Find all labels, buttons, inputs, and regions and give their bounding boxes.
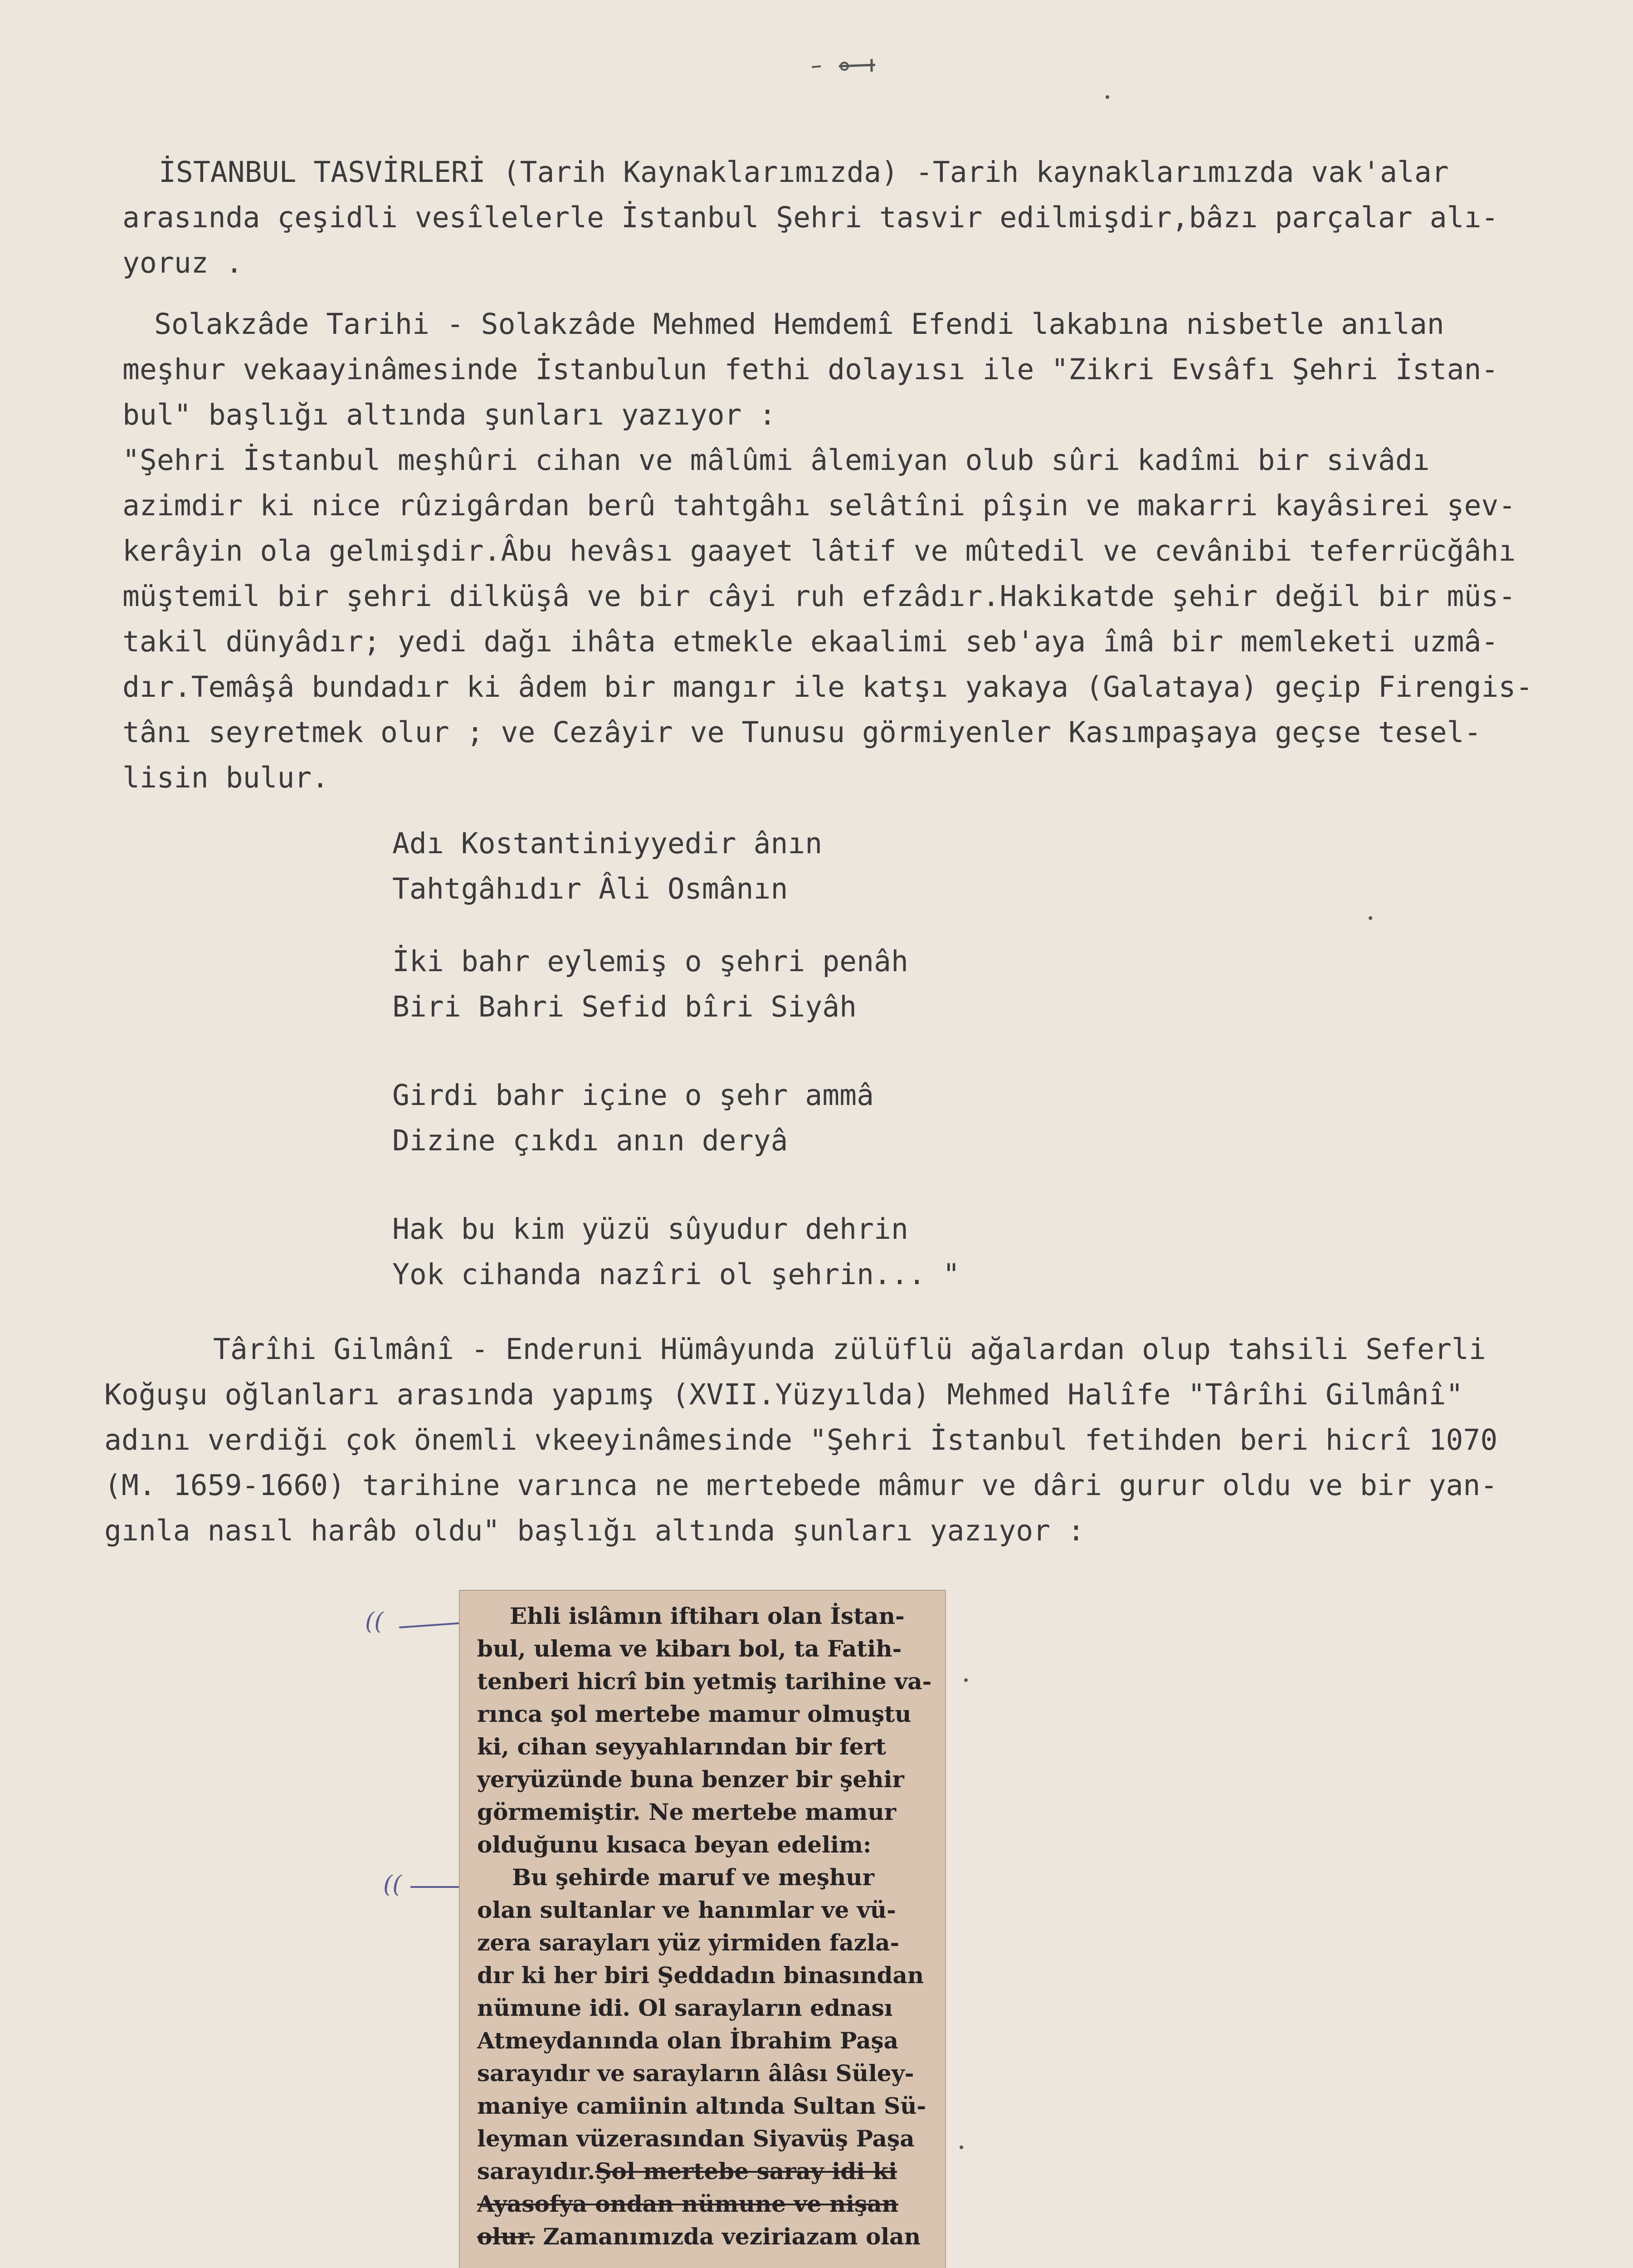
verse-line-2: Tahtgâhıdır Âli Osmânın [392,872,788,905]
speck [1106,95,1109,99]
verse-line-8: Yok cihanda nazîri ol şehrin... " [392,1258,960,1291]
verse-line-7: Hak bu kim yüzü sûyudur dehrin [392,1212,908,1246]
clipping-line-3: tenberi hicrî bin yetmiş tarihine va- [477,1668,932,1695]
gilmani-line-4: (M. 1659-1660) tarihine varınca ne mertebede mâmur ve dâri gurur oldu ve bir yan- [104,1469,1498,1502]
speck [964,1678,968,1682]
clipping-line-13: nümune idi. Ol sarayların ednası [477,1994,893,2021]
clipping-line-15: sarayıdır ve sarayların âlâsı Süley- [477,2060,914,2087]
solakzade-line-6: kerâyin ola gelmişdir.Âbu hevâsı gaayet lâtif ve mûtedil ve cevânibi teferrücğâhı [122,534,1516,567]
clipping-line-2: bul, ulema ve kibarı bol, ta Fatih- [477,1635,902,1662]
speck [960,2146,963,2149]
solakzade-line-3: bul" başlığı altında şunları yazıyor : [122,398,776,431]
verse-line-3: İki bahr eylemiş o şehri penâh [392,945,908,978]
page-number-mark [812,54,875,72]
gilmani-line-1: Târîhi Gilmânî - Enderuni Hümâyunda zülüflü ağalardan olup tahsili Seferli [213,1333,1486,1366]
solakzade-line-9: dır.Temâşâ bundadır ki âdem bir mangır ile katşı yakaya (Galataya) geçip Firengis- [122,670,1533,704]
solakzade-line-1: Solakzâde Tarihi - Solakzâde Mehmed Hemdemî Efendi lakabına nisbetle anılan [154,308,1444,341]
struck-text-3: olur. [477,2223,535,2250]
margin-mark-2: (( [383,1871,402,1898]
clipping-line-11: zera sarayları yüz yirmiden fazla- [477,1929,900,1956]
clipping-line-5: ki, cihan seyyahlarından bir fert [477,1733,886,1760]
clipping-line-16: maniye camiinin altında Sultan Sü- [477,2092,926,2119]
speck [1369,916,1372,920]
intro-line-2: arasında çeşidli vesîlelerle İstanbul Şehri tasvir edilmişdir,bâzı parçalar alı- [122,201,1499,234]
clipping-line-12: dır ki her biri Şeddadın binasından [477,1962,924,1989]
verse-line-6: Dizine çıkdı anın deryâ [392,1124,788,1157]
verse-line-5: Girdi bahr içine o şehr ammâ [392,1079,874,1112]
clipping-line-14: Atmeydanında olan İbrahim Paşa [477,2027,899,2054]
clipping-line-6: yeryüzünde buna benzer bir şehir [477,1766,904,1793]
clipping-line-8: olduğunu kısaca beyan edelim: [477,1831,872,1858]
verse-line-1: Adı Kostantiniyyedir ânın [392,827,823,860]
clipping-line-4: rınca şol mertebe mamur olmuştu [477,1701,912,1727]
solakzade-line-8: takil dünyâdır; yedi dağı ihâta etmekle ekaalimi seb'aya îmâ bir memleketi uzmâ- [122,625,1499,658]
gilmani-line-2: Koğuşu oğlanları arasında yapımş (XVII.Yüzyılda) Mehmed Halîfe "Târîhi Gilmânî" [104,1378,1463,1411]
gilmani-line-3: adını verdiği çok önemli vkeeyinâmesinde "Şehri İstanbul fetihden beri hicrî 1070 [104,1423,1498,1457]
clipping-line-10: olan sultanlar ve hanımlar ve vü- [477,1897,896,1923]
struck-text-2: Ayasofya ondan nümune ve nişan [477,2190,898,2217]
struck-text-1: Şol mertebe saray idi ki [595,2158,897,2185]
intro-line-3: yoruz . [122,246,243,279]
clipping-line-18-text: sarayıdır. [477,2158,595,2185]
newspaper-clipping [459,1590,946,2268]
margin-mark-1: (( [365,1608,384,1635]
verse-line-4: Biri Bahri Sefid bîri Siyâh [392,990,857,1023]
clipping-line-20-text: Zamanımızda veziriazam olan [535,2223,921,2250]
solakzade-line-4: "Şehri İstanbul meşhûri cihan ve mâlûmi âlemiyan olub sûri kadîmi bir sivâdı [122,444,1430,477]
solakzade-line-2: meşhur vekaayinâmesinde İstanbulun fethi dolayısı ile "Zikri Evsâfı Şehri İstan- [122,353,1499,386]
clipping-line-18 [477,2155,897,2188]
solakzade-line-7: müştemil bir şehri dilküşâ ve bir câyi ruh efzâdır.Hakikatde şehir değil bir müs- [122,580,1516,613]
heading-line: İSTANBUL TASVİRLERİ (Tarih Kaynaklarımızda) -Tarih kaynaklarımızda vak'alar [159,156,1449,189]
clipping-line-1: Ehli islâmın iftiharı olan İstan- [510,1603,905,1629]
clipping-line-20 [477,2220,921,2253]
clipping-line-7: görmemiştir. Ne mertebe mamur [477,1799,897,1825]
gilmani-line-5: gınla nasıl harâb oldu" başlığı altında şunları yazıyor : [104,1514,1085,1547]
solakzade-line-10: tânı seyretmek olur ; ve Cezâyir ve Tunusu görmiyenler Kasımpaşaya geçse tesel- [122,716,1482,749]
clipping-line-9: Bu şehirde maruf ve meşhur [512,1864,874,1891]
solakzade-line-5: azimdir ki nice rûzigârdan berû tahtgâhı selâtîni pîşin ve makarri kayâsirei şev- [122,489,1516,522]
solakzade-line-11: lisin bulur. [122,761,329,794]
clipping-line-17: leyman vüzerasından Siyavüş Paşa [477,2125,915,2152]
